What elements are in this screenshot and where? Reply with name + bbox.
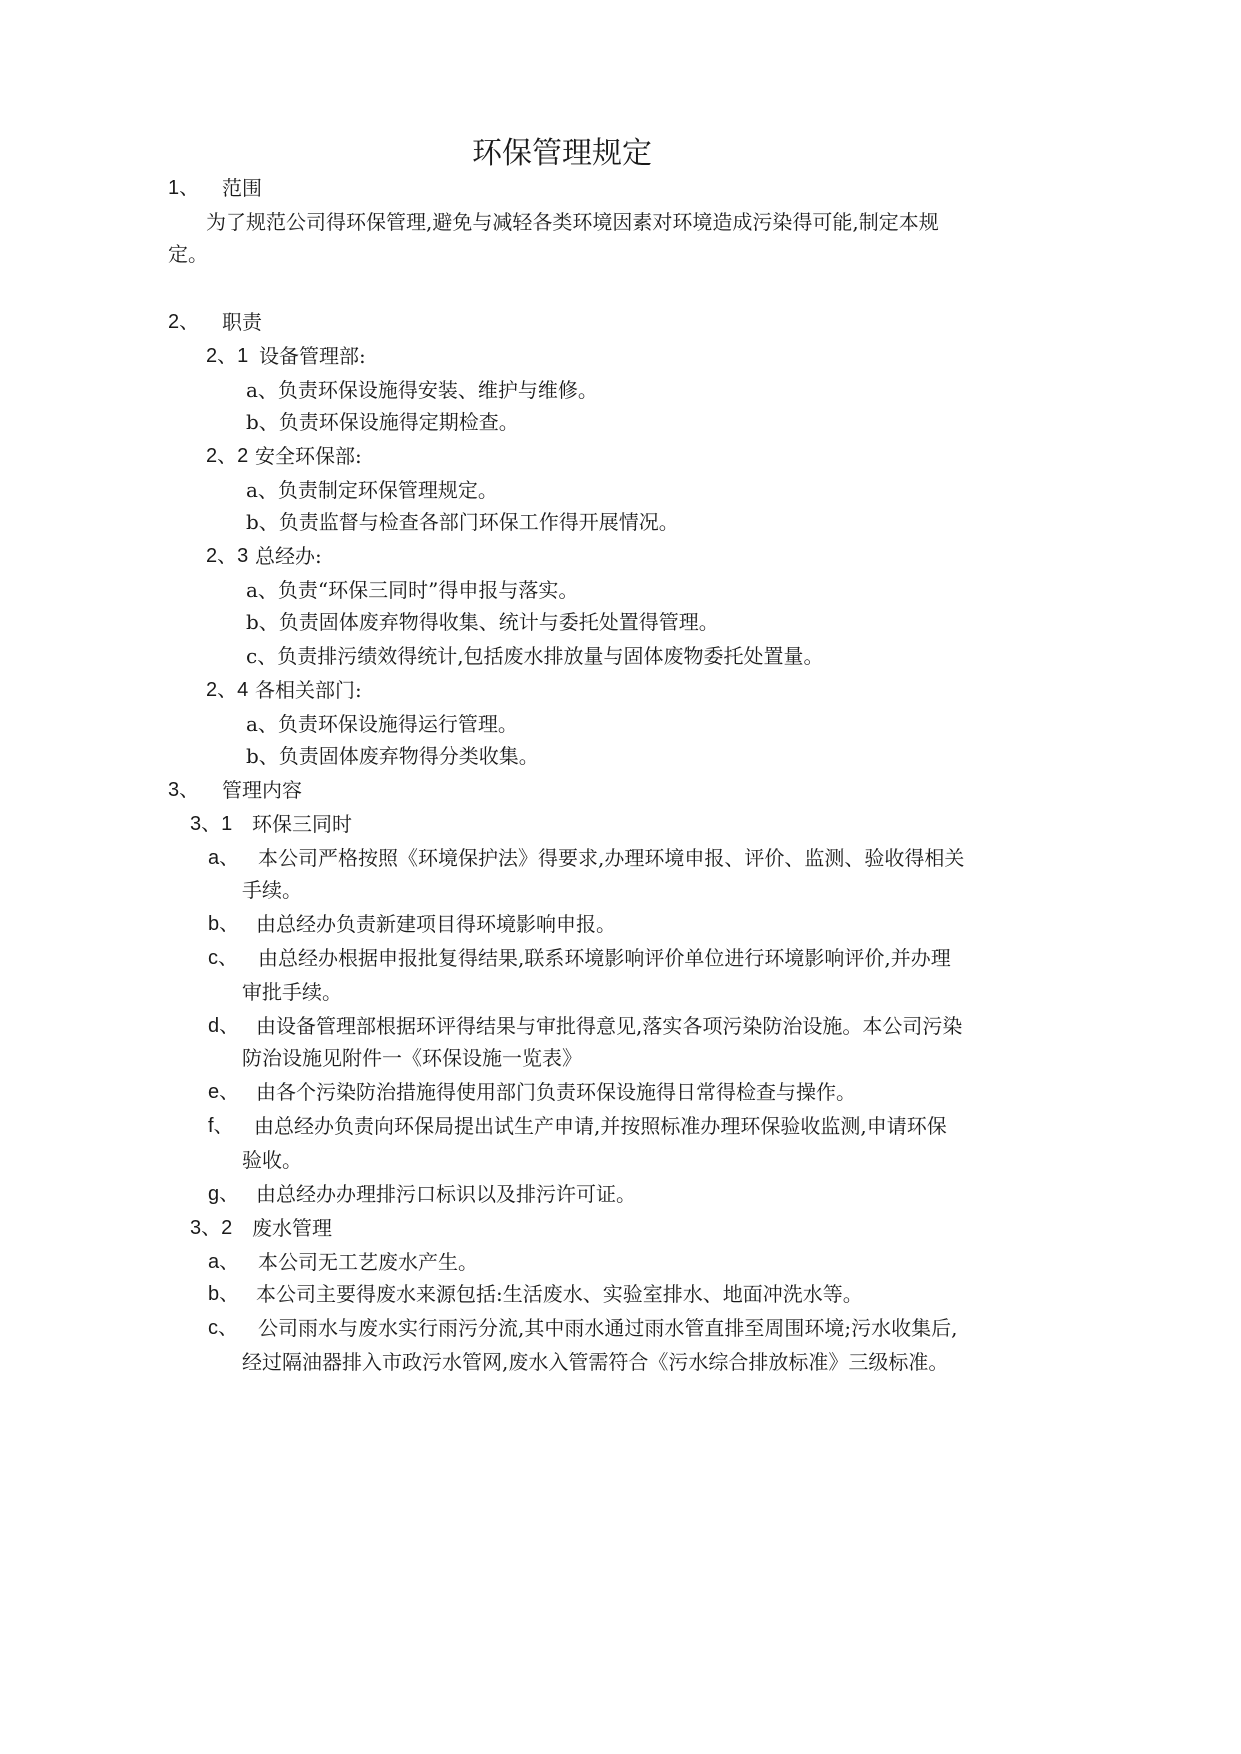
subsection-2-1-title: 设备管理部: xyxy=(259,344,366,368)
section-2-heading: 职责 xyxy=(222,310,262,334)
item-text-line: 本公司主要得废水来源包括:生活废水、实验室排水、地面冲洗水等。 xyxy=(256,1282,863,1306)
list-item: b、负责固体废弃物得分类收集。 xyxy=(246,744,539,768)
list-item: a、负责“环保三同时”得申报与落实。 xyxy=(246,578,579,602)
list-item: a、负责环保设施得安装、维护与维修。 xyxy=(246,378,598,402)
item-text-line: 手续。 xyxy=(242,878,302,902)
item-text-line: 由总经办根据申报批复得结果,联系环境影响评价单位进行环境影响评价,并办理 xyxy=(258,946,951,970)
item-label: c、 xyxy=(208,1317,238,1339)
item-text-line: 本公司严格按照《环境保护法》得要求,办理环境申报、评价、监测、验收得相关 xyxy=(258,846,965,870)
item-text-line: 公司雨水与废水实行雨污分流,其中雨水通过雨水管直排至周围环境;污水收集后, xyxy=(258,1316,958,1340)
item-text-line: 由总经办办理排污口标识以及排污许可证。 xyxy=(256,1182,636,1206)
subsection-2-4-number: 2、4 xyxy=(206,679,249,701)
document-title: 环保管理规定 xyxy=(472,136,652,171)
section-2-number: 2、 xyxy=(168,311,200,333)
subsection-2-2-title: 安全环保部: xyxy=(255,444,362,468)
item-label: e、 xyxy=(208,1081,240,1103)
item-label: f、 xyxy=(208,1115,234,1137)
item-label: a、 xyxy=(208,847,240,869)
subsection-3-2-title: 废水管理 xyxy=(252,1216,332,1240)
item-label: c、 xyxy=(208,947,238,969)
list-item: c、负责排污绩效得统计,包括废水排放量与固体废物委托处置量。 xyxy=(246,644,824,668)
item-text-line: 由设备管理部根据环评得结果与审批得意见,落实各项污染防治设施。本公司污染 xyxy=(256,1014,963,1038)
item-label: g、 xyxy=(208,1183,240,1205)
subsection-2-1-number: 2、1 xyxy=(206,345,249,367)
subsection-2-4-title: 各相关部门: xyxy=(255,678,362,702)
item-text-line: 防治设施见附件一《环保设施一览表》 xyxy=(242,1046,582,1070)
section-1-paragraph-line-2: 定。 xyxy=(168,242,208,266)
subsection-3-1-number: 3、1 xyxy=(190,813,233,835)
list-item: a、负责环保设施得运行管理。 xyxy=(246,712,518,736)
item-label: a、 xyxy=(208,1251,240,1273)
item-text-line: 由总经办负责向环保局提出试生产申请,并按照标准办理环保验收监测,申请环保 xyxy=(254,1114,947,1138)
subsection-2-3-number: 2、3 xyxy=(206,545,249,567)
subsection-3-2-number: 3、2 xyxy=(190,1217,233,1239)
subsection-3-1-title: 环保三同时 xyxy=(252,812,352,836)
item-text-line: 本公司无工艺废水产生。 xyxy=(258,1250,478,1274)
subsection-2-3-title: 总经办: xyxy=(255,544,322,568)
item-text-line: 经过隔油器排入市政污水管网,废水入管需符合《污水综合排放标准》三级标准。 xyxy=(242,1350,949,1374)
item-label: b、 xyxy=(208,1283,240,1305)
section-3-heading: 管理内容 xyxy=(222,778,302,802)
item-label: b、 xyxy=(208,913,240,935)
list-item: b、负责监督与检查各部门环保工作得开展情况。 xyxy=(246,510,679,534)
item-text-line: 由各个污染防治措施得使用部门负责环保设施得日常得检查与操作。 xyxy=(256,1080,856,1104)
section-1-paragraph-line-1: 为了规范公司得环保管理,避免与减轻各类环境因素对环境造成污染得可能,制定本规 xyxy=(206,210,939,234)
section-1-heading: 范围 xyxy=(222,176,262,200)
item-text-line: 审批手续。 xyxy=(242,980,342,1004)
section-3-number: 3、 xyxy=(168,779,200,801)
section-1-number: 1、 xyxy=(168,177,200,199)
subsection-2-2-number: 2、2 xyxy=(206,445,249,467)
item-text-line: 由总经办负责新建项目得环境影响申报。 xyxy=(256,912,616,936)
list-item: b、负责环保设施得定期检查。 xyxy=(246,410,519,434)
item-text-line: 验收。 xyxy=(242,1148,302,1172)
item-label: d、 xyxy=(208,1015,240,1037)
list-item: b、负责固体废弃物得收集、统计与委托处置得管理。 xyxy=(246,610,719,634)
list-item: a、负责制定环保管理规定。 xyxy=(246,478,498,502)
